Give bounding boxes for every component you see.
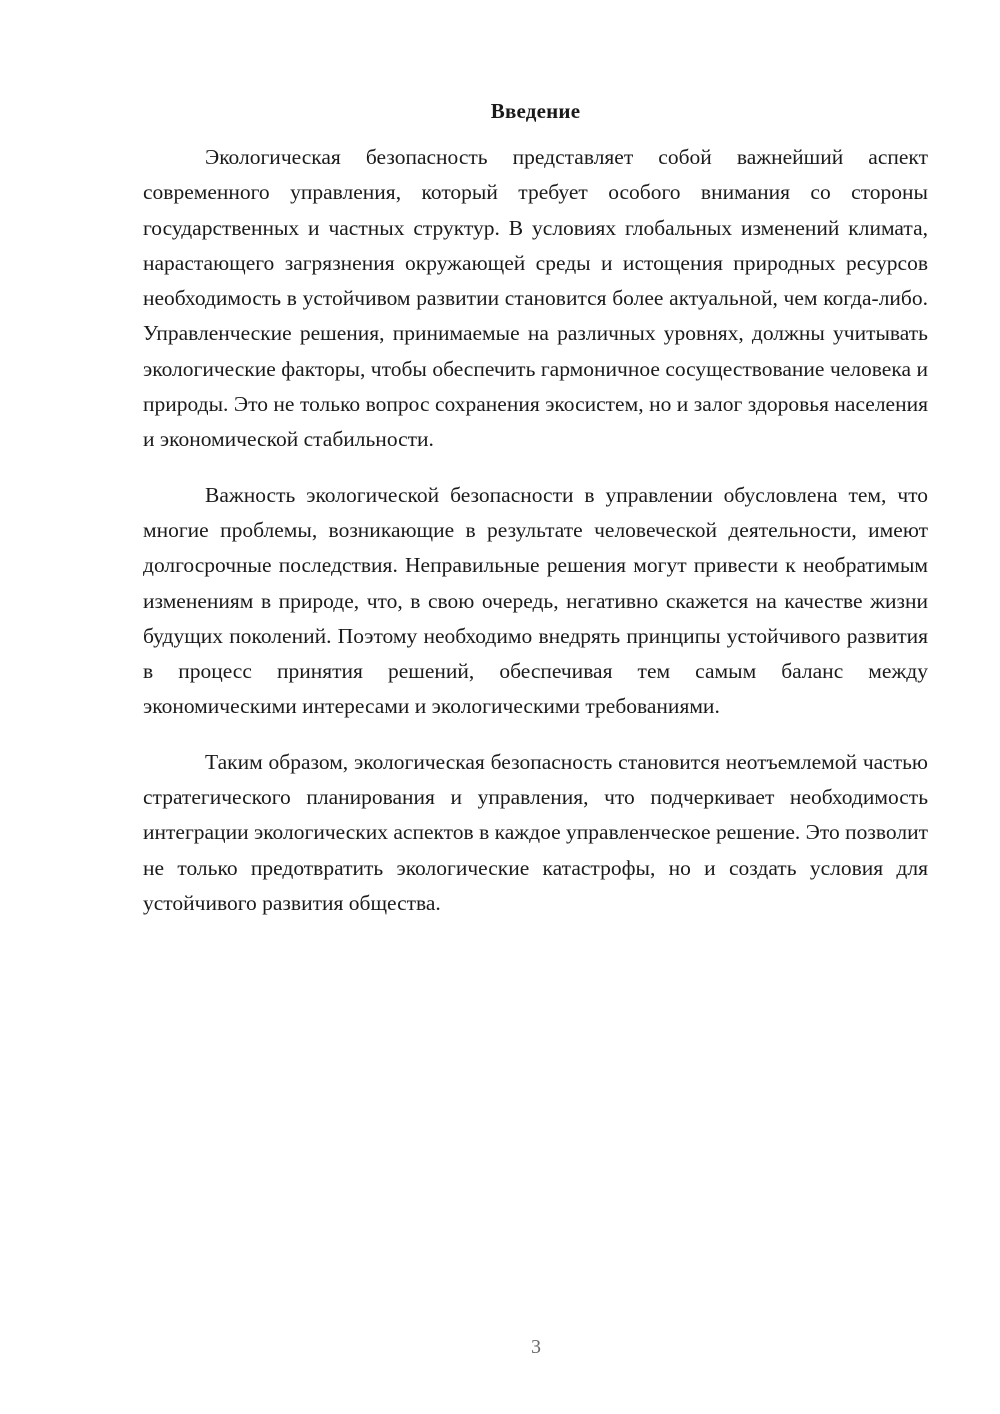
section-title: Введение [490,99,581,123]
paragraph-1: Экологическая безопасность представляет собой важнейший аспект современного управления, который требует особого внимания со стороны государственных и частных структур. В условиях глобальных изменений климата, нарастающего загрязнения окружающей среды и истощения природных ресурсов необходимость в устойчивом развитии становится более актуальной, чем когда-либо. Управленческие решения, принимаемые на различных уровнях, должны учитывать экологические факторы, чтобы обеспечить гармоничное сосуществование человека и природы. Это не только вопрос сохранения экосистем, но и залог здоровья населения и экономической стабильности. [143,145,928,452]
page-number: 3 [531,1336,541,1358]
paragraph-3: Таким образом, экологическая безопасность становится неотъемлемой частью стратегического планирования и управления, что подчеркивает необходимость интеграции экологических аспектов в каждое управленческое решение. Это позволит не только предотвратить экологические катастрофы, но и создать условия для устойчивого развития общества. [143,749,928,915]
page-content [143,95,928,921]
paragraph-2: Важность экологической безопасности в управлении обусловлена тем, что многие проблемы, возникающие в результате человеческой деятельности, имеют долгосрочные последствия. Неправильные решения могут привести к необратимым изменениям в природе, что, в свою очередь, негативно скажется на качестве жизни будущих поколений. Поэтому необходимо внедрять принципы устойчивого развития в процесс принятия решений, обеспечивая тем самым баланс между экономическими интересами и экологическими требованиями. [143,482,928,719]
